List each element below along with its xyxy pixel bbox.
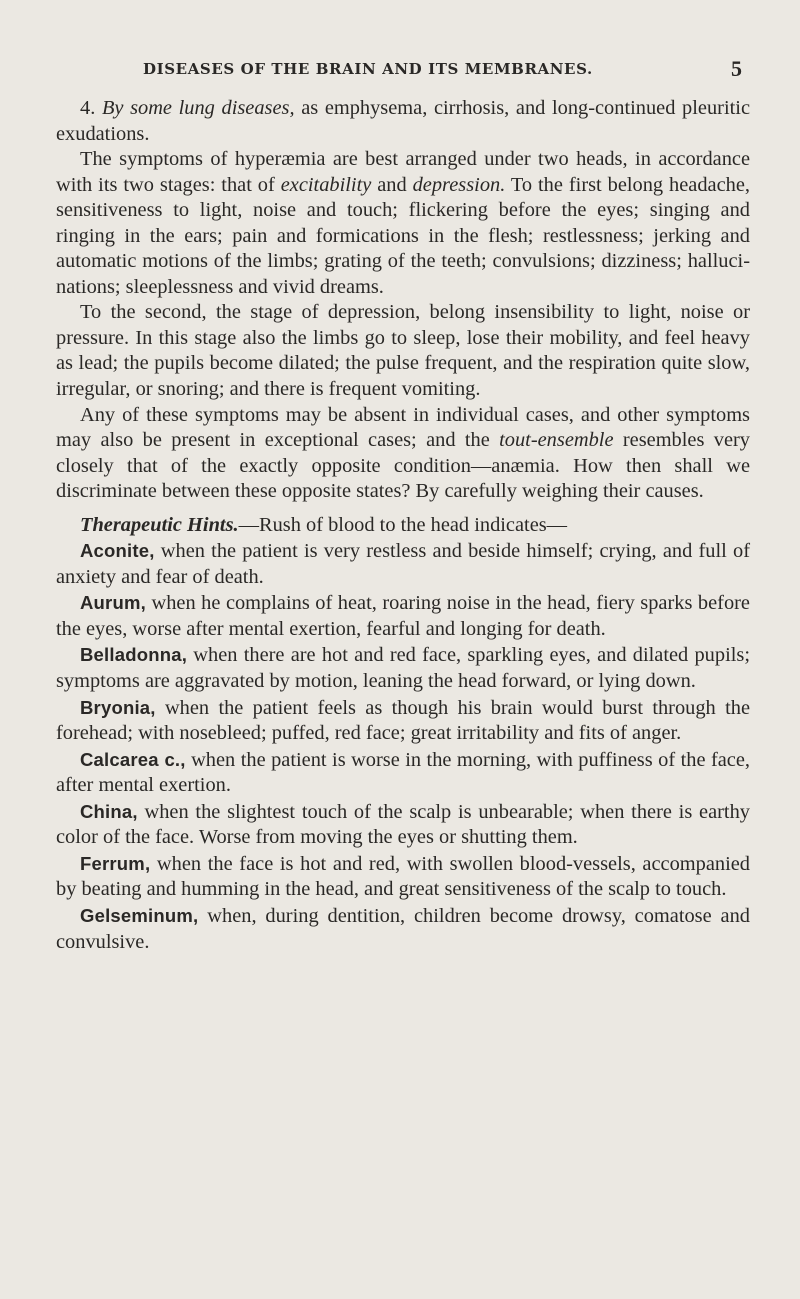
remedy-name: Aurum, — [80, 592, 146, 614]
remedy-text: when the face is hot and red, with swollen blood-vessels, accompanied by beating and humming in the head, and great sensitiveness of the scalp to touch. — [56, 852, 750, 901]
remedy-name: China, — [80, 800, 138, 822]
item-lead-italic: By some lung diseases, — [101, 97, 295, 119]
item-4-paragraph — [56, 96, 750, 147]
absent-text-b: resembles very closely that of the exactly opposite condition—anæmia. How then shall we discriminate between these opposite states? By carefully weighing their causes. — [56, 429, 750, 503]
body-text — [56, 96, 750, 955]
remedy-entry — [56, 590, 750, 642]
remedy-name: Gelseminum, — [80, 904, 199, 926]
remedy-name: Bryonia, — [80, 696, 156, 718]
remedy-entry — [56, 695, 750, 747]
page-number: 5 — [731, 56, 742, 81]
remedy-entry — [56, 642, 750, 694]
remedy-text: when the patient feels as though his brain would burst through the forehead; with nosebleed; puffed, red face; great irritability and fits of anger. — [56, 696, 750, 745]
therapeutic-hints-heading: Therapeutic Hints. — [80, 513, 239, 536]
remedy-text: when the patient is worse in the morning, with puffiness of the face, after mental exertion. — [56, 748, 750, 797]
absent-symptoms-paragraph — [56, 403, 750, 505]
remedy-text: when the patient is very restless and beside himself; crying, and full of anxiety and fear of death. — [56, 540, 750, 588]
symptoms-paragraph — [56, 147, 750, 300]
remedy-entry — [56, 799, 750, 851]
item-text: as emphysema, cirrhosis, and long-continued pleuritic exudations. — [56, 97, 750, 145]
conjunction: and — [371, 173, 413, 196]
first-stage-text: To the first belong headache, sensitiveness to light, noise and touch; flickering before the eyes; singing and ringing in the ears; pain and formications in the flesh; restlessness; jerking and automatic motions of the limbs; grating of the teeth; convulsions; dizziness; hallucinations; sleeplessness and vivid dreams. — [56, 173, 750, 298]
absent-text-a: Any of these symptoms may be absent in individual cases, and other symptoms may also be present in exceptional cases; and the — [56, 403, 750, 452]
remedy-entry — [56, 903, 750, 955]
symptoms-intro: The symptoms of hyperæmia are best arranged under two heads, in accordance with its two stages: that of — [56, 148, 750, 196]
remedy-entry — [56, 851, 750, 903]
second-stage-paragraph: To the second, the stage of depression, belong insensibility to light, noise or pressure. In this stage also the limbs go to sleep, lose their mobility, and feel heavy as lead; the pupils become dilated; the pulse frequent, and the respiration quite slow, irregular, or snoring; and there is frequent vomiting. — [56, 301, 750, 401]
remedy-name: Calcarea c., — [80, 748, 186, 770]
term-tout-ensemble: tout-ensemble — [499, 429, 614, 452]
remedy-text: when he complains of heat, roaring noise in the head, fiery sparks before the eyes, worse after mental exertion, fearful and longing for death. — [56, 592, 750, 640]
item-number: 4. — [80, 97, 102, 119]
therapeutic-intro: —Rush of blood to the head indicates— — [238, 513, 568, 536]
remedy-name: Belladonna, — [80, 644, 188, 666]
term-depression: depression. — [412, 173, 506, 196]
therapeutic-hints-paragraph — [56, 513, 750, 539]
remedy-entry — [56, 747, 750, 799]
remedy-name: Aconite, — [80, 540, 155, 562]
running-title: DISEASES OF THE BRAIN AND ITS MEMBRANES. — [143, 60, 593, 78]
remedy-entry — [56, 538, 750, 590]
remedy-text: when there are hot and red face, sparkling eyes, and dilated pupils; symptoms are aggravated by motion, leaning the head forward, or lying down. — [56, 644, 750, 693]
remedy-name: Ferrum, — [80, 852, 151, 874]
term-excitability: excitability — [280, 173, 372, 196]
remedy-text: when the slightest touch of the scalp is unbearable; when there is earthy color of the face. Worse from moving the eyes or shutting them. — [56, 800, 750, 849]
remedy-text: when, during dentition, children become drowsy, comatose and convulsive. — [56, 904, 750, 953]
